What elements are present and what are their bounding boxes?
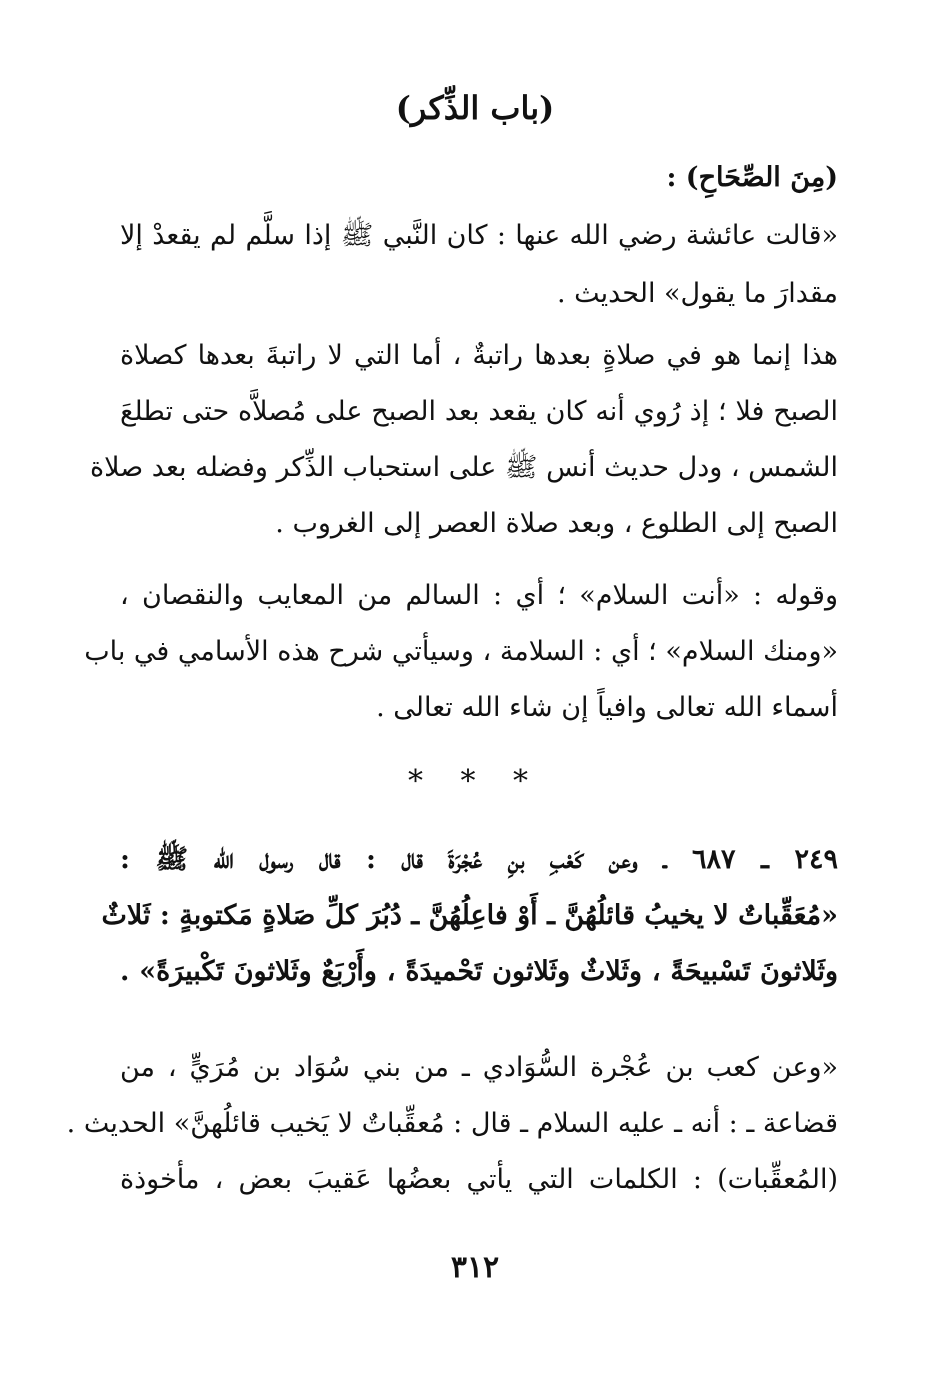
paragraph-line: «قالت عائشة رضي الله عنها : كان النَّبي ﷺ إذا سلَّم لم يقعدْ إلا — [120, 220, 838, 251]
paragraph-line: قضاعة ـ : أنه ـ عليه السلام ـ قال : مُعقِّباتٌ لا يَخيب قائلُهنَّ» الحديث . — [66, 1108, 838, 1139]
page-title: (باب الذِّكر) — [395, 89, 555, 127]
paragraph-line: (المُعقِّبات) : الكلمات التي يأتي بعضُها عَقيبَ بعض ، مأخوذة — [120, 1164, 838, 1195]
section-heading: (مِنَ الصِّحَاحِ) : — [666, 162, 838, 193]
hadith-line: ٢٤٩ ـ ٦٨٧ ـ وعن كَعْبِ بنِ عُجْرَةَ قال : قال رسول الله ﷺ : — [120, 844, 838, 875]
paragraph-line: أسماء الله تعالى وافياً إن شاء الله تعالى . — [376, 692, 838, 723]
hadith-line: وثَلاثونَ تَسْبيحَةً ، وثَلاثٌ وثَلاثون تَحْميدَةً ، وأَرْبَعٌ وثَلاثونَ تَكْبيرَةً» . — [120, 956, 838, 987]
paragraph-line: وقوله : «أنت السلام» ؛ أي : السالم من المعايب والنقصان ، — [120, 580, 838, 611]
paragraph-line: مقدارَ ما يقول» الحديث . — [556, 278, 838, 309]
paragraph-line: هذا إنما هو في صلاةٍ بعدها راتبةٌ ، أما التي لا راتبةَ بعدها كصلاة — [120, 340, 838, 371]
paragraph-line: الصبح إلى الطلوع ، وبعد صلاة العصر إلى الغروب . — [275, 508, 838, 539]
paragraph-line: الشمس ، ودل حديث أنس ﷺ على استحباب الذِّكر وفضله بعد صلاة — [90, 452, 838, 483]
paragraph-line: «ومنك السلام» ؛ أي : السلامة ، وسيأتي شرح هذه الأسامي في باب — [84, 636, 838, 667]
paragraph-line: الصبح فلا ؛ إذ رُوي أنه كان يقعد بعد الصبح على مُصلاَّه حتى تطلعَ — [120, 396, 838, 427]
page-number: ٣١٢ — [450, 1250, 500, 1285]
section-separator: * * * — [407, 764, 543, 799]
paragraph-line: «وعن كعب بن عُجْرة السُّوَادي ـ من بني سُوَاد بن مُرَيٍّ ، من — [120, 1052, 838, 1083]
hadith-line: «مُعَقِّباتٌ لا يخيبُ قائلُهُنَّ ـ أَوْ فاعِلُهُنَّ ـ دُبُرَ كلِّ صَلاةٍ مَكتوبةٍ : ثَلاثٌ — [101, 900, 838, 931]
